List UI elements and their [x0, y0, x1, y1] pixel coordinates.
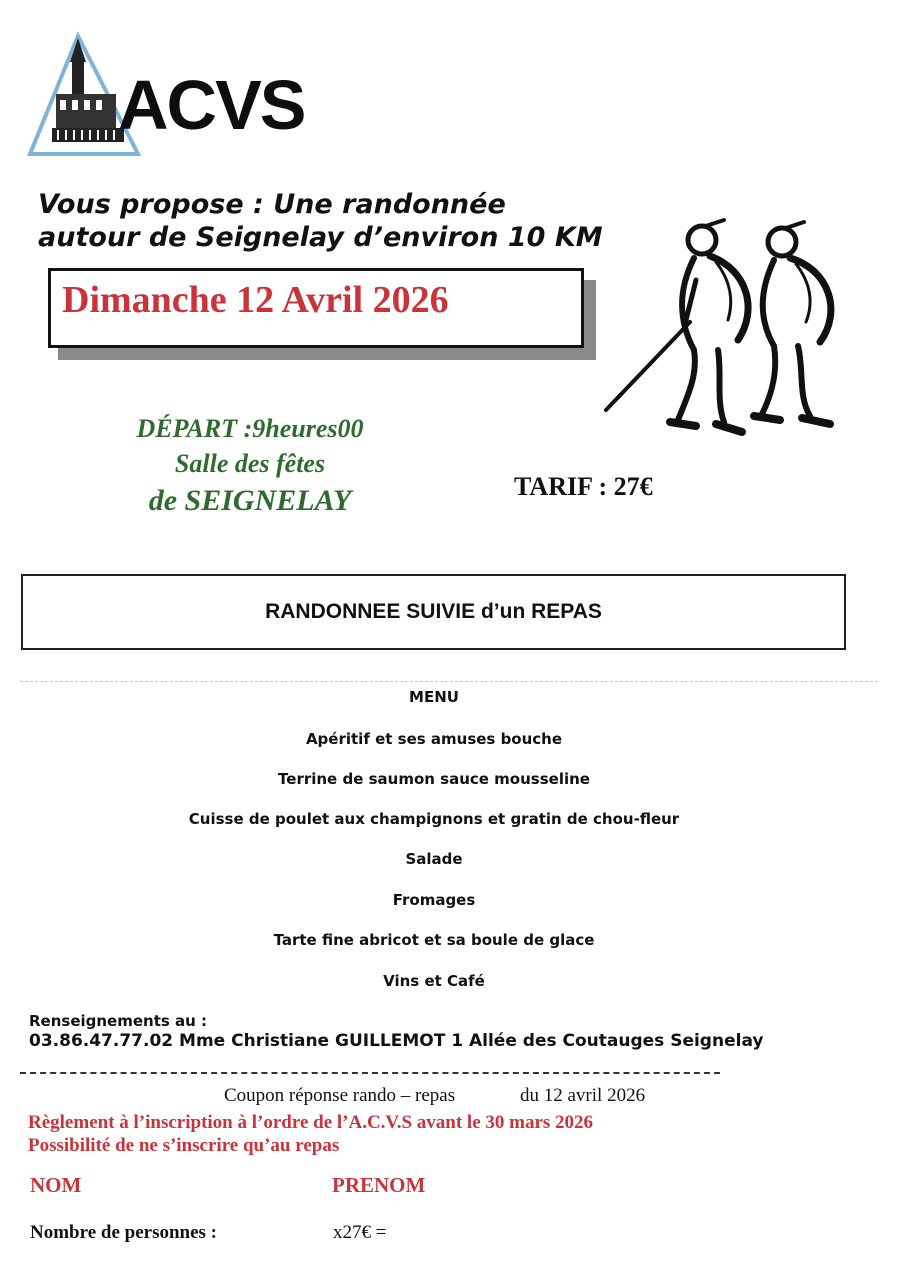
coupon-title: Coupon réponse rando – repas [224, 1085, 456, 1106]
departure-place: Salle des fêtes [174, 449, 326, 478]
menu-item: Salade [405, 850, 463, 868]
cut-line [20, 1072, 720, 1074]
tarif: TARIF : 27€ [514, 472, 653, 501]
coupon-date: du 12 avril 2026 [520, 1085, 646, 1106]
menu-item: Vins et Café [383, 972, 485, 990]
prenom-label: PRENOM [332, 1173, 426, 1197]
menu-title: MENU [409, 688, 459, 706]
intro-line-1: Vous propose : Une randonnée [38, 189, 506, 220]
fold-line [20, 681, 878, 682]
banner-box [21, 574, 846, 650]
contact-details: 03.86.47.77.02 Mme Christiane GUILLEMOT 1 Allée des Coutauges Seignelay [29, 1031, 764, 1051]
intro-line-2: autour de Seignelay d’environ 10 KM [38, 222, 603, 253]
menu-item: Apéritif et ses amuses bouche [305, 730, 563, 748]
intro-text [38, 188, 603, 254]
hikers-illustration-icon [598, 210, 866, 450]
nom-label: NOM [30, 1173, 82, 1197]
banner-text: RANDONNEE SUIVIE d’un REPAS [265, 600, 602, 623]
departure-info [90, 412, 410, 520]
payment-note: Règlement à l’inscription à l’ordre de l’A.C.V.S avant le 30 mars 2026 [28, 1112, 594, 1133]
menu-item: Terrine de saumon sauce mousseline [278, 770, 590, 788]
menu-item: Cuisse de poulet aux champignons et gratin de chou-fleur [188, 810, 680, 828]
contact-label: Renseignements au : [29, 1012, 208, 1030]
event-date: Dimanche 12 Avril 2026 [62, 279, 449, 321]
menu-item: Fromages [392, 891, 476, 909]
departure-town: de SEIGNELAY [148, 484, 352, 517]
price-formula: x27€ = [333, 1222, 387, 1243]
departure-time: DÉPART :9heures00 [136, 414, 364, 443]
meal-only-note: Possibilité de ne s’inscrire qu’au repas [28, 1135, 340, 1156]
menu-item: Tarte fine abricot et sa boule de glace [273, 931, 595, 949]
persons-label: Nombre de personnes : [30, 1222, 218, 1243]
logo-text: ACVS [118, 66, 305, 144]
